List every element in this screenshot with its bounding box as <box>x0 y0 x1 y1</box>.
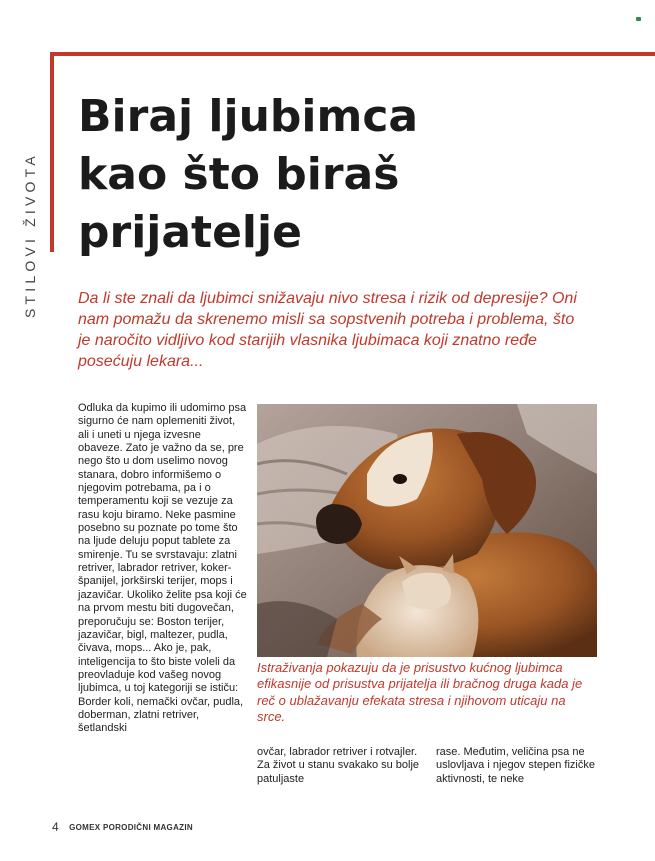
page-number: 4 <box>52 820 59 834</box>
title-line-1: Biraj ljubimca <box>78 91 419 142</box>
body-column-1: Odluka da kupimo ili udomimo psa sigurno će nam oplemeniti život, ali i uneti u njega izvesne obaveze. Zato je važno da se, pre nego što u dom uselimo novog stanara, dobro informišemo o njegovim potrebama, pa i o temperamentu koji se vezuje za rasu koju biramo. Neke pasmine posebno su poznate po tome što na ljude deluju poput tablete za smirenje. Tu se svrstavaju: zlatni retriver, labrador retriver, koker-španijel, jorkširski terijer, mops i jazavičar. Ukoliko želite psa koji će na prvom mestu biti dugovečan, preporučuju se: Boston terijer, jazavičar, bigl, maltezer, pudla, čivava, mops... Ako je, pak, inteligencija to što biste voleli da preovladuje kod vašeg novog ljubimca, u toj kategoriji se ističu: Border koli, nemački ovčar, pudla, doberman, zlatni retriver, šetlandski <box>78 402 247 735</box>
magazine-name: GOMEX PORODIČNI MAGAZIN <box>69 823 193 832</box>
body-column-3: rase. Međutim, veličina psa ne uslovljava i njegov stepen fizičke aktivnosti, te neke <box>436 746 595 785</box>
title-line-3: prijatelje <box>78 207 302 258</box>
body-column-2: ovčar, labrador retriver i rotvajler. Za život u stanu svakako su bolje patuljaste <box>257 746 420 785</box>
photo-illustration <box>257 404 597 657</box>
page-footer <box>52 820 193 834</box>
frame-top-rule <box>50 52 655 56</box>
photo-caption: Istraživanja pokazuju da je prisustvo kućnog ljubimca efikasnije od prisustva prijatelja ili bračnog druga kada je reč o ublažavanju efekata stresa i njihovom uticaju na srce. <box>257 660 583 724</box>
dog-and-cat-photo <box>257 404 597 657</box>
frame-left-rule <box>50 52 54 252</box>
section-label: STILOVI ŽIVOTA <box>22 152 38 318</box>
lead-paragraph: Da li ste znali da ljubimci snižavaju nivo stresa i rizik od depresije? Oni nam pomažu da skrenemo misli sa sopstvenih potreba i problema, što je naročito vidljivo kod starijih vlasnika ljubimaca koji znatno ređe posećuju lekara... <box>78 290 577 370</box>
title-line-2: kao što biraš <box>78 149 400 200</box>
article-title <box>78 88 518 262</box>
corner-mark <box>636 17 641 21</box>
